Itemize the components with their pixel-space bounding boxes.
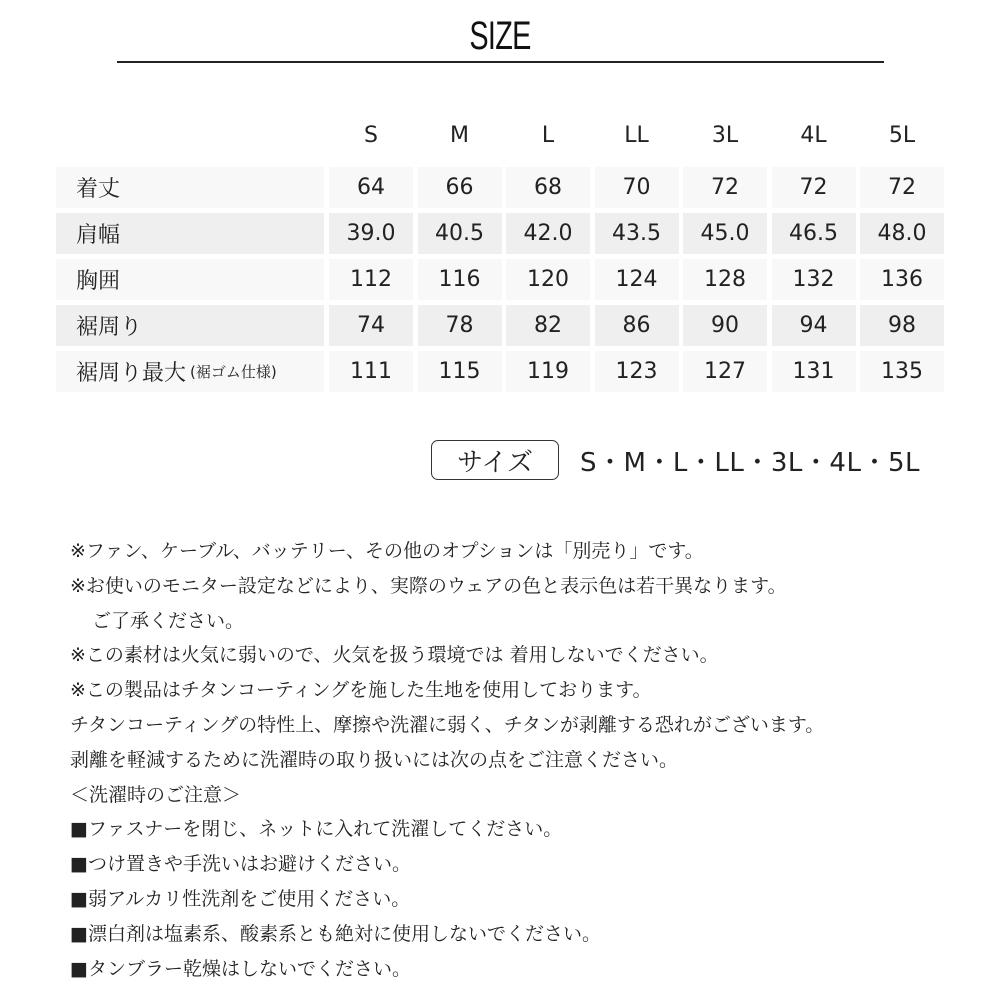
notes-section: [70, 534, 950, 986]
note-line: ※この素材は火気に弱いので、火気を扱う環境では 着用しないでください。: [70, 644, 719, 667]
table-cell: 128: [683, 259, 767, 300]
table-cell: 136: [860, 259, 944, 300]
note-line: ご了承ください。: [92, 609, 245, 632]
row-label-text: 着丈: [76, 177, 121, 202]
size-badge: サイズ: [431, 440, 559, 480]
washing-note-item: ■弱アルカリ性洗剤をご使用ください。: [70, 887, 411, 910]
note-line: ※お使いのモニター設定などにより、実際のウェアの色と表示色は若干異なります。: [70, 574, 787, 597]
table-cell: 112: [329, 259, 413, 300]
table-cell: 132: [772, 259, 856, 300]
table-cell: 78: [418, 305, 502, 346]
table-cell: 120: [506, 259, 590, 300]
table-cell: 115: [418, 351, 502, 392]
table-row-chest: [56, 259, 949, 300]
washing-notes-heading: ＜洗濯時のご注意＞: [70, 783, 242, 806]
size-table: [56, 167, 949, 397]
size-header-m: M: [450, 123, 469, 148]
size-header-ll: LL: [624, 123, 649, 148]
size-header-4l: 4L: [800, 123, 827, 148]
table-cell: 64: [329, 167, 413, 208]
table-cell: 45.0: [683, 213, 767, 254]
note-line: 剥離を軽減するために洗濯時の取り扱いには次の点をご注意ください。: [70, 748, 679, 771]
size-header-s: S: [364, 123, 378, 148]
row-label-text: 胸囲: [76, 269, 121, 294]
table-cell: 40.5: [418, 213, 502, 254]
row-label-text: 裾周り最大: [76, 361, 187, 386]
note-line: ※この製品はチタンコーティングを施した生地を使用しております。: [70, 679, 652, 702]
table-cell: 124: [595, 259, 679, 300]
table-cell: 48.0: [860, 213, 944, 254]
washing-note-item: ■漂白剤は塩素系、酸素系とも絶対に使用しないでください。: [70, 922, 601, 945]
table-row-hem: [56, 305, 949, 346]
size-header-3l: 3L: [711, 123, 739, 148]
table-cell: 98: [860, 305, 944, 346]
size-list: S・M・L・LL・3L・4L・5L: [580, 447, 920, 478]
table-row-shoulder: [56, 213, 949, 254]
table-cell: 127: [683, 351, 767, 392]
table-cell: 116: [418, 259, 502, 300]
table-cell: 46.5: [772, 213, 856, 254]
row-label: [56, 351, 324, 392]
size-column-headers: [329, 120, 944, 152]
table-row-length: [56, 167, 949, 208]
table-cell: 68: [506, 167, 590, 208]
washing-note-item: ■タンブラー乾燥はしないでください。: [70, 957, 411, 980]
table-cell: 111: [329, 351, 413, 392]
table-cell: 39.0: [329, 213, 413, 254]
row-label-note: (裾ゴム仕様): [190, 363, 277, 381]
row-label-text: 肩幅: [76, 223, 121, 248]
table-cell: 70: [595, 167, 679, 208]
note-line: チタンコーティングの特性上、摩擦や洗濯に弱く、チタンが剥離する恐れがございます。: [70, 713, 825, 736]
size-header-5l: 5L: [888, 123, 916, 148]
row-label: [56, 305, 324, 346]
page-title: SIZE: [469, 14, 531, 58]
table-cell: 74: [329, 305, 413, 346]
table-cell: 72: [683, 167, 767, 208]
row-label: [56, 259, 324, 300]
table-cell: 66: [418, 167, 502, 208]
table-cell: 86: [595, 305, 679, 346]
table-cell: 90: [683, 305, 767, 346]
table-row-hem-max: [56, 351, 949, 392]
row-label: [56, 213, 324, 254]
table-cell: 72: [860, 167, 944, 208]
table-cell: 123: [595, 351, 679, 392]
table-cell: 72: [772, 167, 856, 208]
washing-note-item: ■つけ置きや手洗いはお避けください。: [70, 853, 411, 876]
table-cell: 119: [506, 351, 590, 392]
table-cell: 82: [506, 305, 590, 346]
table-cell: 42.0: [506, 213, 590, 254]
table-cell: 43.5: [595, 213, 679, 254]
title-divider: [117, 61, 884, 63]
washing-note-item: ■ファスナーを閉じ、ネットに入れて洗濯してください。: [70, 818, 563, 841]
table-cell: 135: [860, 351, 944, 392]
row-label-text: 裾周り: [76, 315, 143, 340]
size-header-l: L: [541, 123, 555, 148]
note-line: ※ファン、ケーブル、バッテリー、その他のオプションは「別売り」です。: [70, 540, 704, 562]
row-label: [56, 167, 324, 208]
table-cell: 131: [772, 351, 856, 392]
table-cell: 94: [772, 305, 856, 346]
